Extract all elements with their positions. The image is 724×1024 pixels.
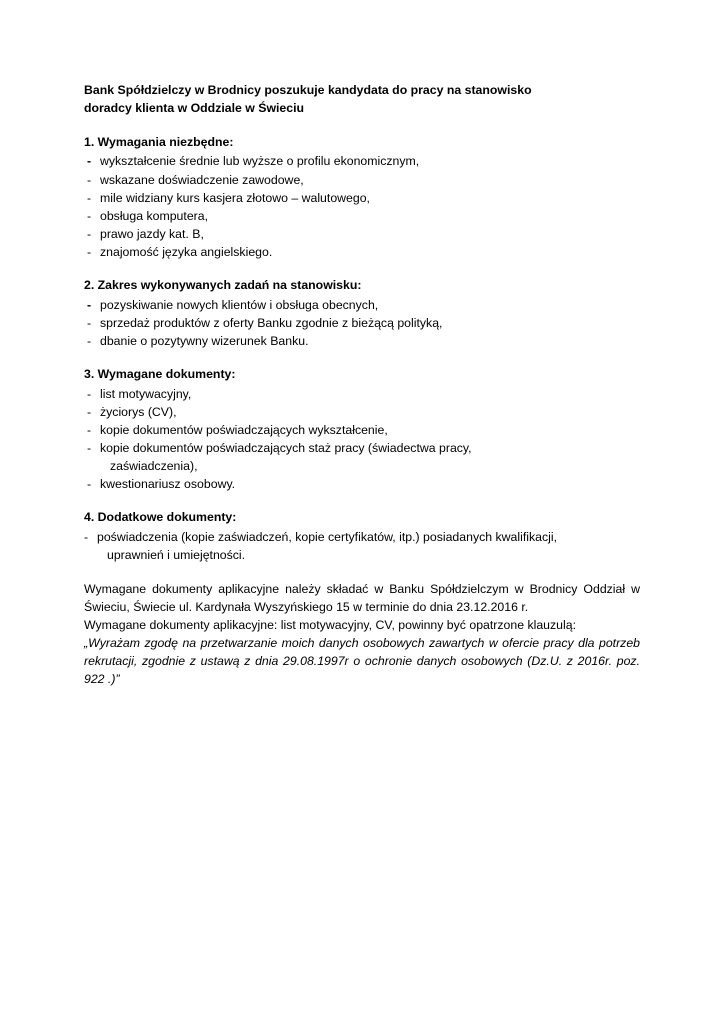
list-item-text: obsługa komputera, bbox=[100, 208, 209, 223]
list-item-text: list motywacyjny, bbox=[100, 386, 192, 401]
dash-marker: - bbox=[87, 386, 92, 401]
list-item-text: kwestionariusz osobowy. bbox=[100, 477, 236, 492]
list-item bbox=[84, 189, 640, 207]
list-item-text: sprzedaż produktów z oferty Banku zgodnie z bieżącą polityką, bbox=[100, 315, 443, 330]
dash-marker: - bbox=[87, 315, 92, 330]
list-item-text: mile widziany kurs kasjera złotowo – walutowego, bbox=[100, 190, 370, 205]
section-heading-1: 1. Wymagania niezbędne: bbox=[84, 134, 234, 149]
dash-marker: - bbox=[87, 297, 92, 312]
list-item bbox=[84, 314, 640, 332]
section-scope-of-duties bbox=[84, 277, 640, 350]
list-item-text: poświadczenia (kopie zaświadczeń, kopie certyfikatów, itp.) posiadanych kwalifikacji, bbox=[97, 529, 557, 544]
list-item bbox=[84, 332, 640, 350]
dash-marker: - bbox=[87, 440, 92, 455]
section-heading-4: 4. Dodatkowe dokumenty: bbox=[84, 510, 237, 525]
dash-marker: - bbox=[87, 226, 92, 241]
dash-marker: - bbox=[87, 172, 92, 187]
dash-marker: - bbox=[87, 422, 92, 437]
list-item bbox=[84, 243, 640, 261]
list-item bbox=[84, 439, 640, 475]
list-item bbox=[84, 385, 640, 403]
list-item-text: kopie dokumentów poświadczających staż pracy (świadectwa pracy, bbox=[100, 440, 472, 455]
list-item-text: wykształcenie średnie lub wyższe o profilu ekonomicznym, bbox=[100, 154, 420, 169]
list-item-text: wskazane doświadczenie zawodowe, bbox=[100, 172, 304, 187]
list-item-continuation: zaświadczenia), bbox=[110, 458, 198, 473]
section-additional-documents bbox=[84, 509, 640, 564]
document-title-line-1: Bank Spółdzielczy w Brodnicy poszukuje kandydata do pracy na stanowisko bbox=[84, 83, 532, 97]
dash-marker: - bbox=[87, 208, 92, 223]
list-item-text: dbanie o pozytywny wizerunek Banku. bbox=[100, 333, 309, 348]
section-heading-2: 2. Zakres wykonywanych zadań na stanowisku: bbox=[84, 277, 362, 292]
additional-documents-list bbox=[84, 528, 640, 564]
list-item bbox=[84, 207, 640, 225]
duties-list bbox=[84, 296, 640, 350]
closing-block bbox=[84, 580, 640, 688]
dash-marker: - bbox=[87, 404, 92, 419]
list-item bbox=[84, 528, 640, 564]
dash-marker: - bbox=[87, 154, 92, 169]
dash-marker: - bbox=[87, 477, 92, 492]
list-item bbox=[84, 225, 640, 243]
dash-marker: - bbox=[87, 244, 92, 259]
list-item-text: znajomość języka angielskiego. bbox=[100, 244, 273, 259]
dash-marker: - bbox=[87, 190, 92, 205]
list-item bbox=[84, 152, 640, 170]
list-item-continuation: uprawnień i umiejętności. bbox=[107, 547, 246, 562]
document-body bbox=[84, 82, 640, 688]
section-heading-3: 3. Wymagane dokumenty: bbox=[84, 366, 236, 381]
closing-paragraph-2: Wymagane dokumenty aplikacyjne: list motywacyjny, CV, powinny być opatrzone klauzulą: bbox=[84, 618, 577, 633]
list-item bbox=[84, 475, 640, 493]
section-required-documents bbox=[84, 366, 640, 493]
document-title-line-2: doradcy klienta w Oddziale w Świeciu bbox=[84, 100, 305, 115]
consent-clause: „Wyrażam zgodę na przetwarzanie moich danych osobowych zawartych w ofercie pracy dla potrzeb rekrutacji, zgodnie z ustawą z dnia 29.08.1997r o ochronie danych osobowych (Dz.U. z 2016r. poz. 922 .)” bbox=[84, 636, 640, 687]
required-documents-list bbox=[84, 385, 640, 493]
list-item-text: pozyskiwanie nowych klientów i obsługa obecnych, bbox=[100, 297, 379, 312]
list-item-text: prawo jazdy kat. B, bbox=[100, 226, 204, 241]
list-item-text: kopie dokumentów poświadczających wykształcenie, bbox=[100, 422, 388, 437]
requirements-list bbox=[84, 152, 640, 260]
list-item bbox=[84, 296, 640, 314]
list-item bbox=[84, 171, 640, 189]
dash-marker: - bbox=[84, 529, 89, 544]
list-item bbox=[84, 421, 640, 439]
list-item-text: życiorys (CV), bbox=[100, 404, 177, 419]
document-title bbox=[84, 82, 640, 118]
dash-marker: - bbox=[87, 333, 92, 348]
closing-paragraph-1: Wymagane dokumenty aplikacyjne należy składać w Banku Spółdzielczym w Brodnicy Oddział w Świeciu, Świecie ul. Kardynała Wyszyńskiego 15 w terminie do dnia 23.12.2016 r. bbox=[84, 582, 640, 615]
list-item bbox=[84, 403, 640, 421]
section-requirements bbox=[84, 134, 640, 261]
